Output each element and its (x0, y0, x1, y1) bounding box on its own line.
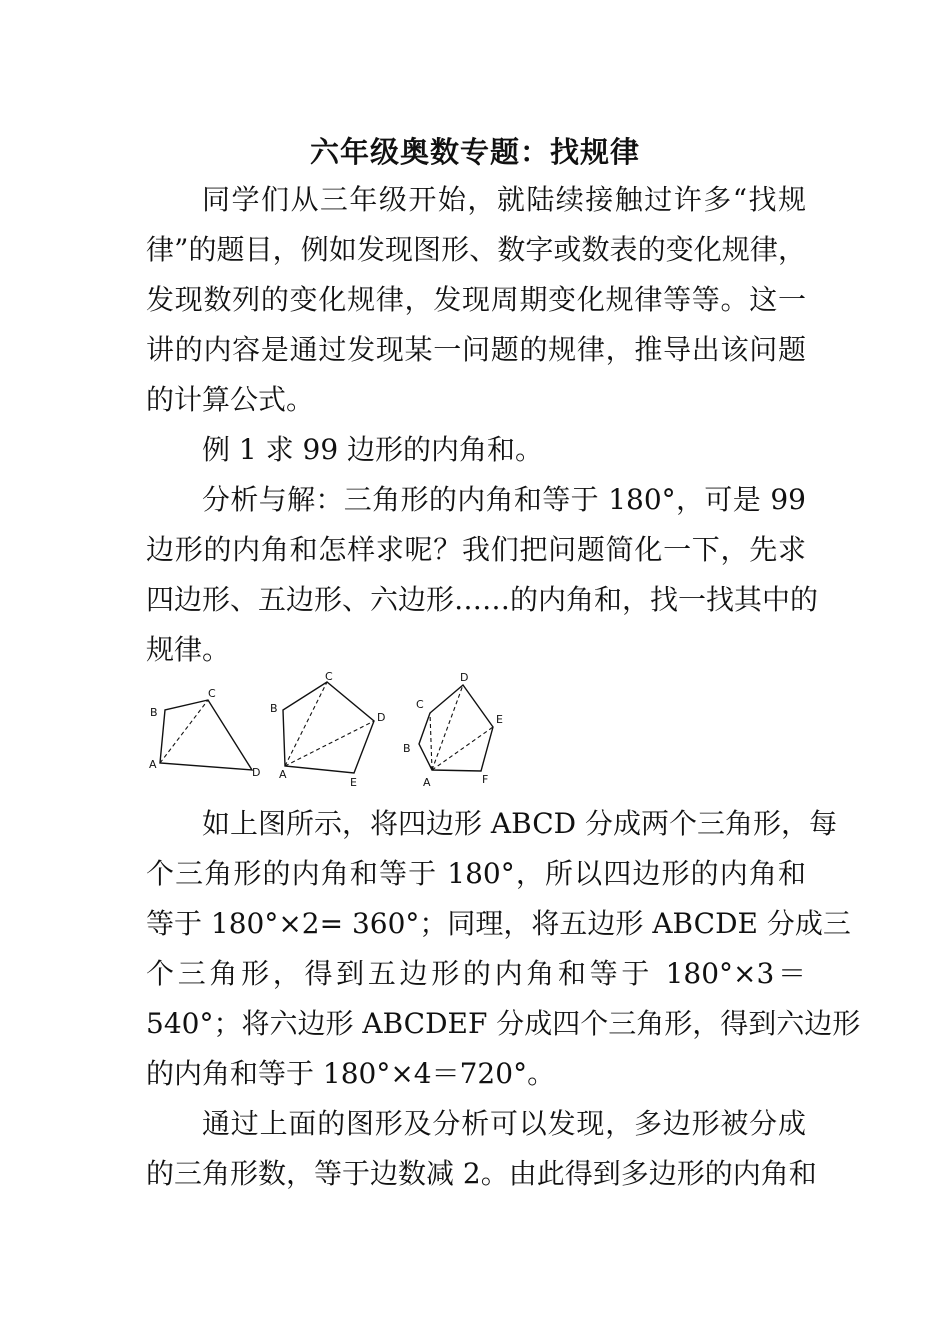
vertex-label: B (150, 706, 158, 719)
vertex-label: B (403, 742, 411, 755)
vertex-label: A (279, 768, 287, 781)
paragraph-line: 540°；将六边形 ABCDEF 分成四个三角形，得到六边形 (146, 1007, 861, 1040)
hexagon-figure (403, 671, 503, 789)
paragraph-line: 等于 180°×2= 360°；同理，将五边形 ABCDE 分成三 (146, 907, 851, 940)
vertex-label: C (325, 670, 333, 683)
polygon-diagram (140, 670, 520, 795)
paragraph-line: 边形的内角和怎样求呢？我们把问题简化一下，先求 (146, 533, 806, 566)
paragraph-line: 的三角形数，等于边数减 2。由此得到多边形的内角和 (146, 1157, 817, 1190)
paragraph-line: 个三角形的内角和等于 180°，所以四边形的内角和 (146, 857, 806, 890)
paragraph-line: 规律。 (146, 633, 231, 666)
vertex-label: E (350, 776, 357, 789)
vertex-label: B (270, 702, 278, 715)
pentagon-figure (270, 670, 385, 789)
paragraph-line: 律”的题目，例如发现图形、数字或数表的变化规律， (146, 233, 806, 266)
paragraph-line: 的内角和等于 180°×4＝720°。 (146, 1057, 556, 1090)
vertex-label: E (496, 713, 503, 726)
vertex-label: D (252, 766, 261, 779)
paragraph-line: 个三角形，得到五边形的内角和等于 180°×3＝ (146, 957, 806, 990)
vertex-label: C (208, 687, 216, 700)
paragraph-line: 发现数列的变化规律，发现周期变化规律等等。这一 (146, 283, 806, 316)
paragraph-line: 通过上面的图形及分析可以发现，多边形被分成 (202, 1107, 806, 1140)
quadrilateral-figure (149, 687, 260, 779)
vertex-label: C (416, 698, 424, 711)
example-heading: 例 1 求 99 边形的内角和。 (202, 433, 544, 466)
paragraph-line: 讲的内容是通过发现某一问题的规律，推导出该问题 (146, 333, 806, 366)
paragraph-line: 同学们从三年级开始，就陆续接触过许多“找规 (202, 183, 806, 216)
paragraph-line: 如上图所示，将四边形 ABCD 分成两个三角形，每 (202, 807, 837, 840)
paragraph-line: 的计算公式。 (146, 383, 315, 416)
vertex-label: A (423, 776, 431, 789)
vertex-label: D (460, 671, 469, 684)
paragraph-line: 分析与解：三角形的内角和等于 180°，可是 99 (202, 483, 806, 516)
vertex-label: D (377, 711, 386, 724)
paragraph-line: 四边形、五边形、六边形……的内角和，找一找其中的 (146, 583, 819, 616)
vertex-label: F (482, 773, 489, 786)
vertex-label: A (149, 758, 157, 771)
page-title: 六年级奥数专题：找规律 (309, 135, 640, 169)
